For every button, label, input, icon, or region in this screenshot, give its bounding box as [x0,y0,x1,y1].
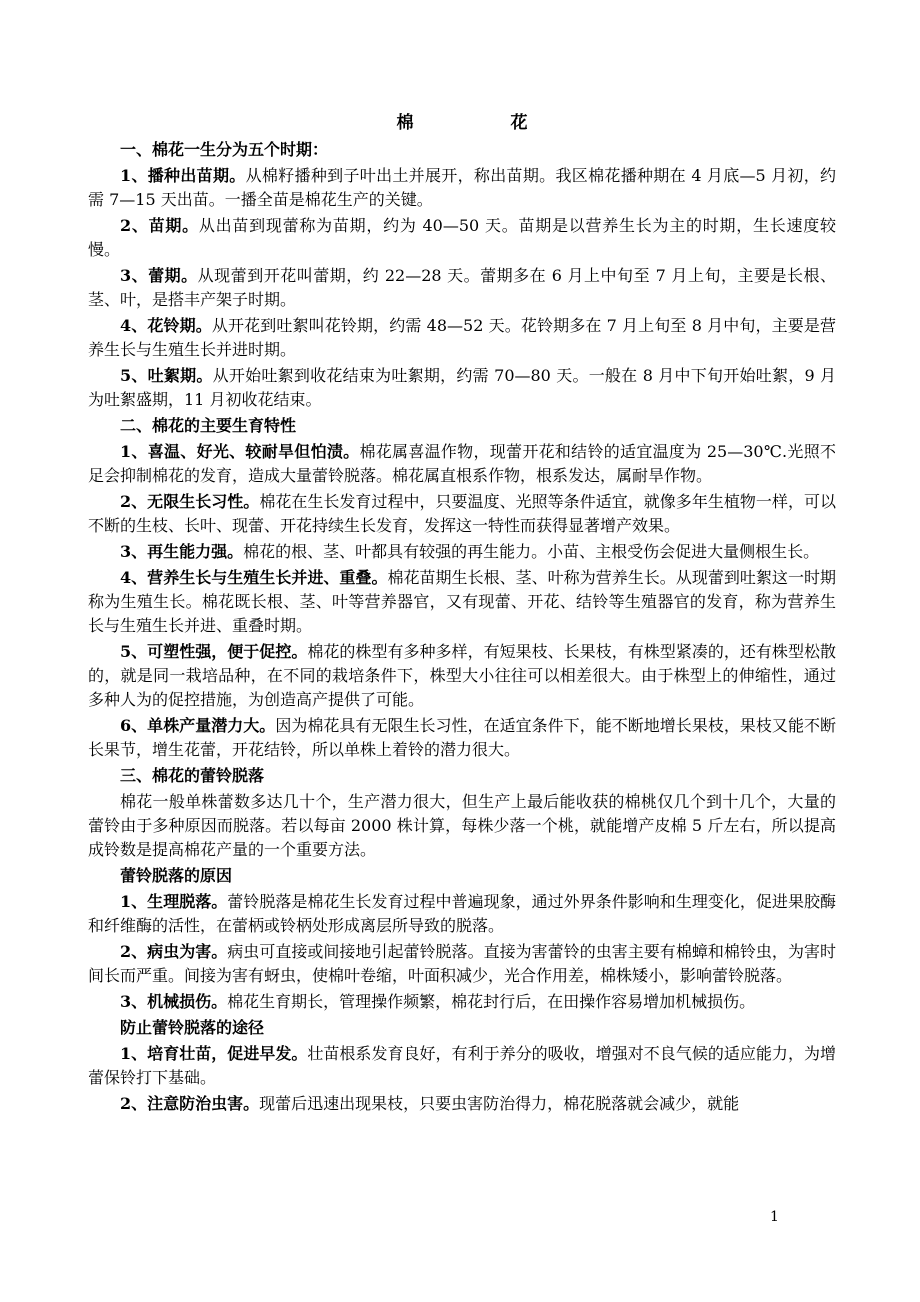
paragraph-10 [88,566,836,638]
sub-heading: 蕾铃脱落的原因 [120,866,233,885]
paragraph-8 [88,490,836,538]
paragraph-13 [88,764,836,788]
paragraph-15 [88,864,836,888]
document-title: 棉 花 [396,113,568,133]
paragraph-lead: 3、再生能力强。 [120,542,244,561]
paragraph-lead: 2、注意防治虫害。 [120,1094,260,1113]
paragraph-12 [88,714,836,762]
paragraph-21 [88,1092,836,1116]
document-page [88,110,836,1118]
paragraph-text: 棉花在生长发育过程中，只要温度、光照等条件适宜，就像多年生植物一样，可以不断的生枝、长叶、现蕾、开花持续生长发育，发挥这一特性而获得显著增产效果。 [88,492,836,535]
paragraph-20 [88,1042,836,1090]
paragraph-18 [88,990,836,1014]
section-heading: 二、棉花的主要生育特性 [120,416,297,435]
paragraph-text: 蕾铃脱落是棉花生长发育过程中普遍现象，通过外界条件影响和生理变化，促进果胶酶和纤维酶的活性，在蕾柄或铃柄处形成离层所导致的脱落。 [88,892,836,935]
paragraph-14 [88,790,836,862]
paragraph-9 [88,540,836,564]
paragraph-text: 从开花到吐絮叫花铃期，约需 48—52 天。花铃期多在 7 月上旬至 8 月中旬，主要是营养生长与生殖生长并进时期。 [88,316,836,359]
paragraph-lead: 2、病虫为害。 [120,942,228,961]
paragraph-4 [88,314,836,362]
paragraph-19 [88,1016,836,1040]
paragraph-lead: 3、机械损伤。 [120,992,228,1011]
paragraph-text: 棉花的根、茎、叶都具有较强的再生能力。小苗、主根受伤会促进大量侧根生长。 [243,542,820,561]
paragraph-lead: 4、营养生长与生殖生长并进、重叠。 [120,568,388,587]
paragraph-lead: 4、花铃期。 [120,316,212,335]
paragraph-text: 从现蕾到开花叫蕾期，约 22—28 天。蕾期多在 6 月上中旬至 7 月上旬，主要是长根、茎、叶，是搭丰产架子时期。 [88,266,836,309]
paragraph-text: 现蕾后迅速出现果枝，只要虫害防治得力，棉花脱落就会减少，就能 [259,1094,740,1113]
paragraph-text: 壮苗根系发育良好，有利于养分的吸收，增强对不良气候的适应能力，为增蕾保铃打下基础。 [88,1044,836,1087]
paragraph-lead: 1、喜温、好光、较耐旱但怕渍。 [120,442,360,461]
paragraph-lead: 5、可塑性强，便于促控。 [120,642,308,661]
paragraph-text: 从开始吐絮到收花结束为吐絮期，约需 70—80 天。一般在 8 月中下旬开始吐絮，9 月为吐絮盛期，11 月初收花结束。 [88,366,836,409]
paragraph-1 [88,164,836,212]
sub-heading: 防止蕾铃脱落的途径 [120,1018,265,1037]
paragraph-lead: 1、培育壮苗，促进早发。 [120,1044,308,1063]
paragraph-text: 从棉籽播种到子叶出土并展开，称出苗期。我区棉花播种期在 4 月底—5 月初，约需 7—15 天出苗。一播全苗是棉花生产的关键。 [88,166,836,209]
page-number: 1 [770,1209,779,1225]
paragraph-lead: 3、蕾期。 [120,266,198,285]
paragraph-text: 棉花的株型有多种多样，有短果枝、长果枝，有株型紧凑的，还有株型松散的，就是同一栽培品种，在不同的栽培条件下，株型大小往往可以相差很大。由于株型上的伸缩性，通过多种人为的促控措施，为创造高产提供了可能。 [88,642,836,709]
paragraph-text: 棉花苗期生长根、茎、叶称为营养生长。从现蕾到吐絮这一时期称为生殖生长。棉花既长根、茎、叶等营养器官，又有现蕾、开花、结铃等生殖器官的发育，称为营养生长与生殖生长并进、重叠时期。 [88,568,836,635]
paragraph-text: 因为棉花具有无限生长习性，在适宜条件下，能不断地增长果枝，果枝又能不断长果节，增生花蕾，开花结铃，所以单株上着铃的潜力很大。 [88,716,836,759]
paragraph-text: 从出苗到现蕾称为苗期，约为 40—50 天。苗期是以营养生长为主的时期，生长速度较慢。 [88,216,836,259]
paragraph-0 [88,138,836,162]
paragraph-lead: 1、播种出苗期。 [120,166,246,185]
section-heading: 三、棉花的蕾铃脱落 [120,766,265,785]
paragraph-lead: 2、无限生长习性。 [120,492,260,511]
paragraph-3 [88,264,836,312]
paragraph-text: 棉花一般单株蕾数多达几十个，生产潜力很大，但生产上最后能收获的棉桃仅几个到十几个，大量的蕾铃由于多种原因而脱落。若以每亩 2000 株计算，每株少落一个桃，就能增产皮棉 5 斤左右，所以提高成铃数是提高棉花产量的一个重要方法。 [88,792,836,859]
paragraph-text: 棉花属喜温作物，现蕾开花和结铃的适宜温度为 25—30℃.光照不足会抑制棉花的发育，造成大量蕾铃脱落。棉花属直根系作物，根系发达，属耐旱作物。 [88,442,836,485]
paragraph-6 [88,414,836,438]
paragraph-text: 病虫可直接或间接地引起蕾铃脱落。直接为害蕾铃的虫害主要有棉蟑和棉铃虫，为害时间长而严重。间接为害有蚜虫，使棉叶卷缩，叶面积减少，光合作用差，棉株矮小，影响蕾铃脱落。 [88,942,836,985]
paragraph-lead: 2、苗期。 [120,216,199,235]
paragraph-16 [88,890,836,938]
paragraph-11 [88,640,836,712]
paragraph-5 [88,364,836,412]
paragraph-7 [88,440,836,488]
paragraph-lead: 一、棉花一生分为五个时期： [120,140,329,159]
paragraph-lead: 6、单株产量潜力大。 [120,716,276,735]
paragraph-2 [88,214,836,262]
paragraph-lead: 5、吐絮期。 [120,366,213,385]
paragraph-lead: 1、生理脱落。 [120,892,228,911]
paragraph-17 [88,940,836,988]
paragraph-text: 棉花生育期长，管理操作频繁，棉花封行后，在田操作容易增加机械损伤。 [227,992,756,1011]
